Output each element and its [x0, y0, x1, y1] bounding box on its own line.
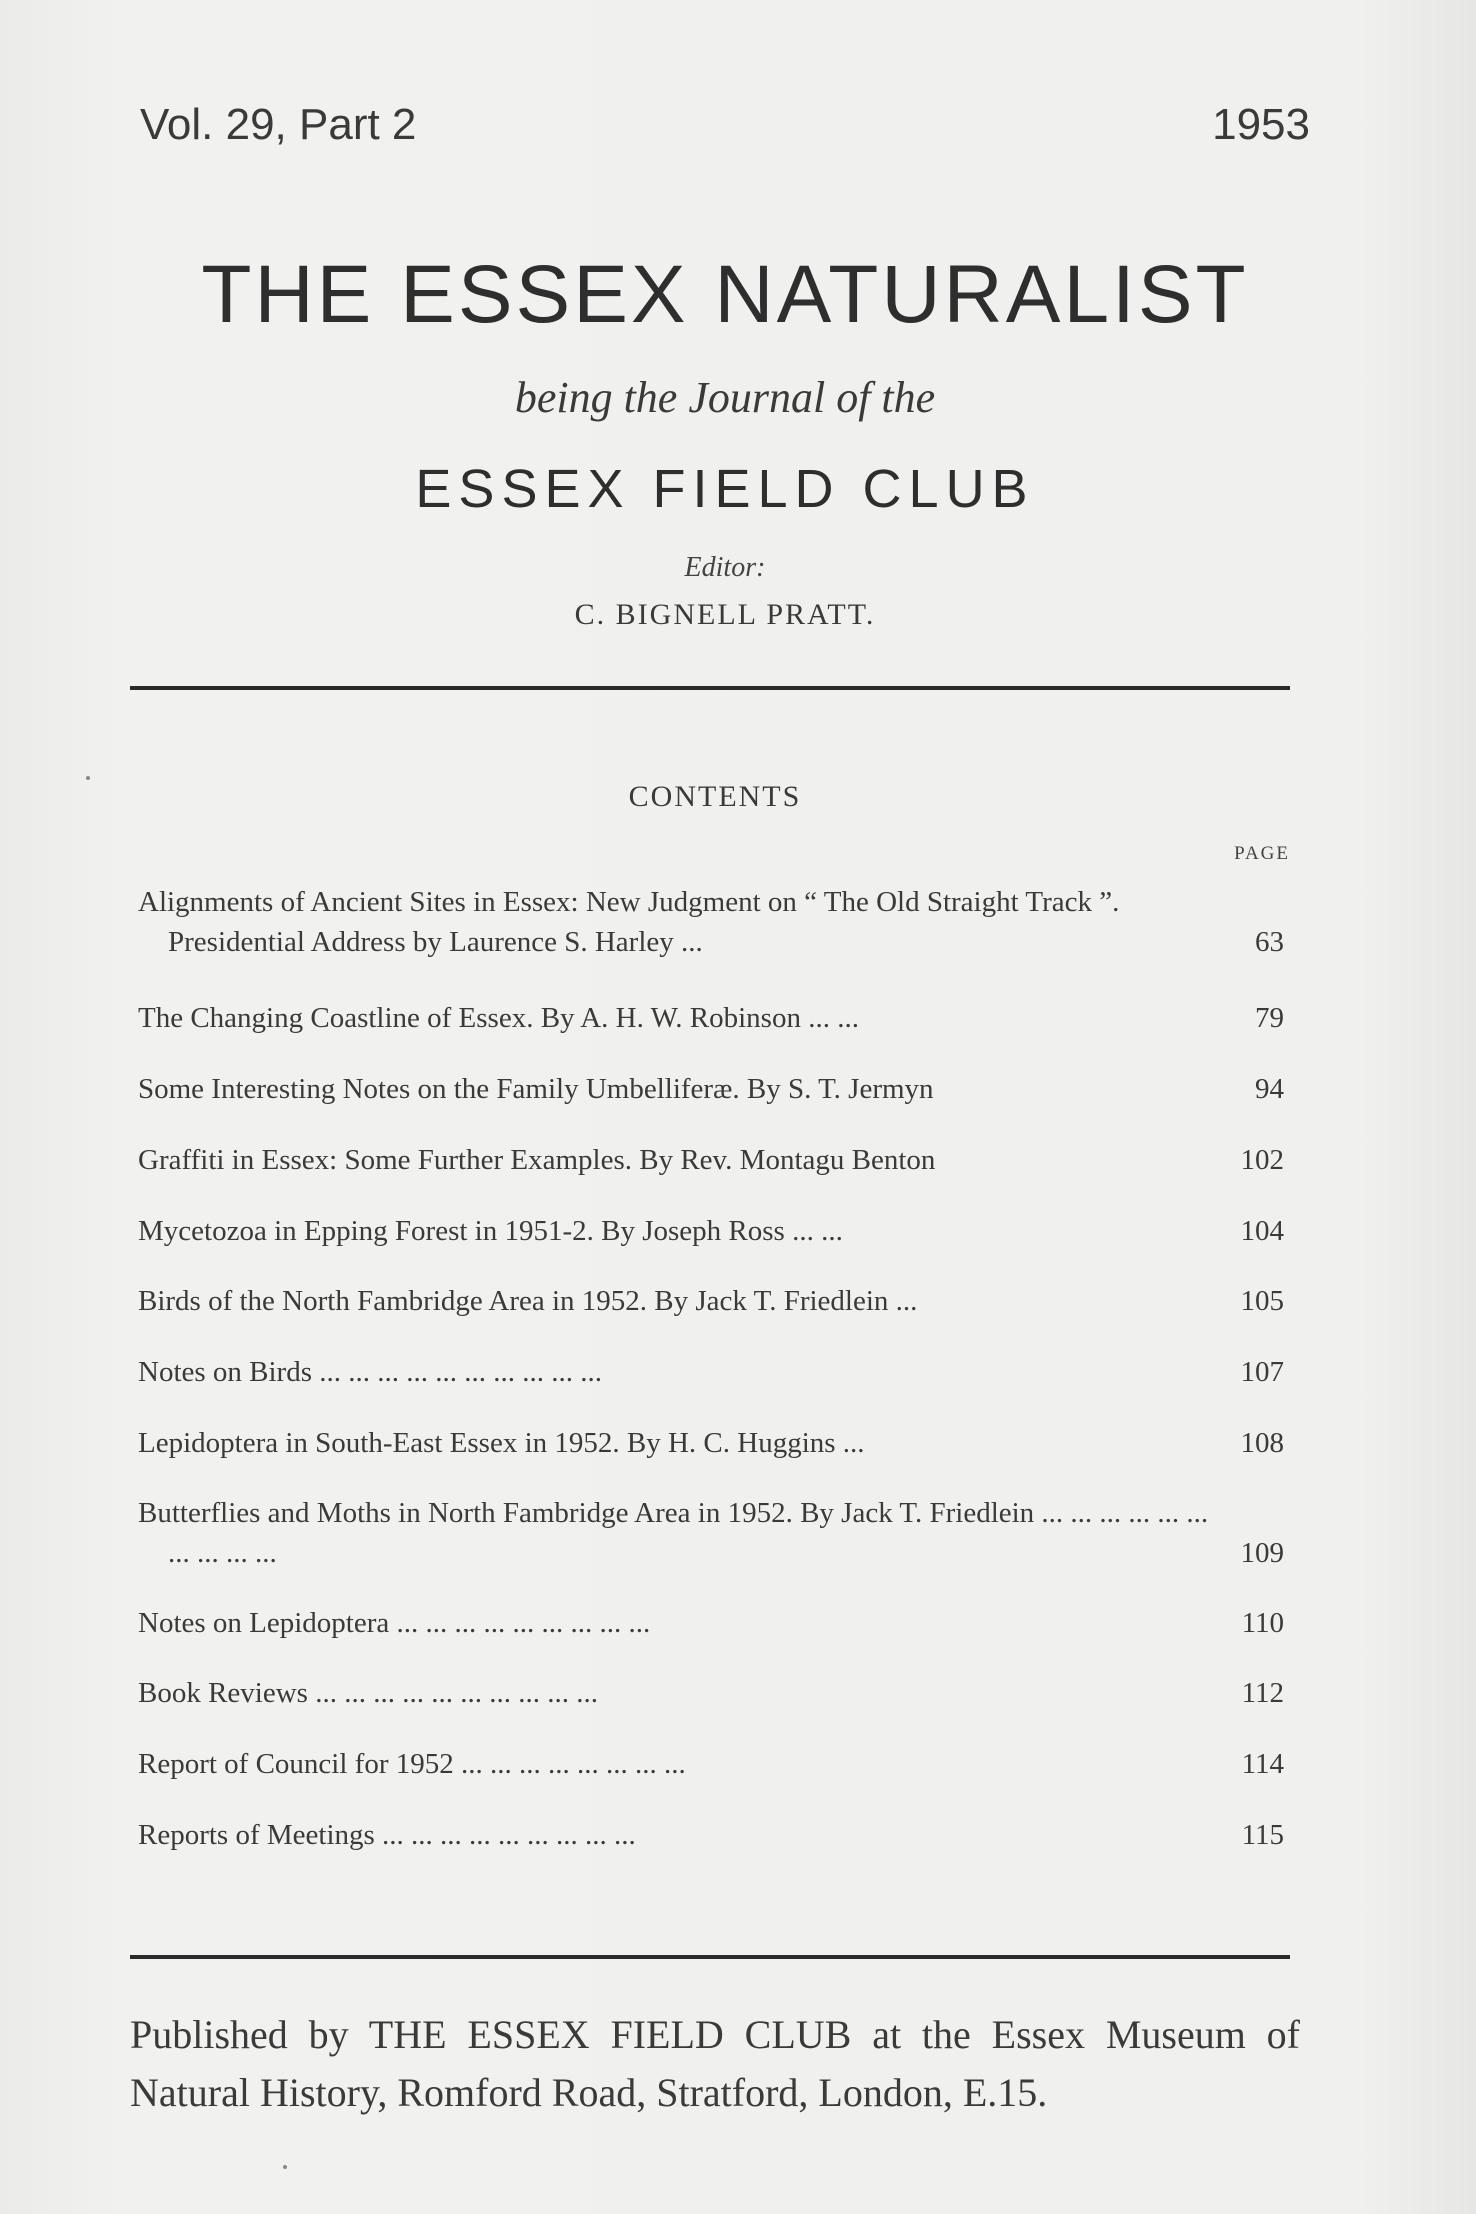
entry-title: Notes on Birds ... ... ... ... ... ... ... ... ... ...: [138, 1356, 602, 1388]
top-divider: [130, 686, 1290, 690]
entry-page: 110: [1241, 1607, 1284, 1639]
paper-speck: [283, 2165, 287, 2169]
contents-entry: [138, 1281, 1288, 1321]
entry-title: Book Reviews ... ... ... ... ... ... ... ... ... ...: [138, 1677, 598, 1709]
entry-title: Alignments of Ancient Sites in Essex: New Judgment on “ The Old Straight Track ”. Presidential Address by Laurence S. Harley ...: [138, 886, 1127, 958]
entry-page: 104: [1240, 1215, 1284, 1247]
club-name: ESSEX FIELD CLUB: [415, 459, 1035, 519]
contents-entry: [138, 1815, 1288, 1855]
entry-page: 112: [1241, 1677, 1284, 1709]
entry-page: 94: [1255, 1073, 1284, 1105]
volume-number: Vol. 29, Part 2: [140, 100, 417, 149]
entry-title: Lepidoptera in South-East Essex in 1952. By H. C. Huggins ...: [138, 1427, 865, 1459]
contents-entry: [138, 1352, 1288, 1392]
contents-entry: [138, 1423, 1288, 1463]
entry-page: 108: [1240, 1427, 1284, 1459]
entry-page: 115: [1241, 1819, 1284, 1851]
paper-speck: [86, 776, 90, 780]
contents-entry: [138, 1140, 1288, 1180]
contents-entry: [138, 1211, 1288, 1251]
entry-title: Reports of Meetings ... ... ... ... ... ... ... ... ...: [138, 1819, 636, 1851]
entry-page: 102: [1240, 1144, 1284, 1176]
page-column-heading: PAGE: [1234, 843, 1290, 864]
contents-entry: [138, 1069, 1288, 1109]
entry-page: 63: [1255, 926, 1284, 958]
contents-heading: CONTENTS: [628, 780, 802, 813]
volume-line: [140, 100, 1310, 170]
entry-title: The Changing Coastline of Essex. By A. H. W. Robinson ... ...: [138, 1002, 859, 1034]
editor-label: Editor:: [684, 552, 766, 583]
entry-page: 114: [1241, 1748, 1284, 1780]
contents-entry: [138, 1603, 1288, 1643]
publisher-statement: Published by THE ESSEX FIELD CLUB at the Essex Museum of Natural History, Romford Road, Stratford, London, E.15.: [130, 2012, 1300, 2115]
entry-title: Some Interesting Notes on the Family Umbelliferæ. By S. T. Jermyn: [138, 1073, 934, 1105]
entry-title: Birds of the North Fambridge Area in 1952. By Jack T. Friedlein ...: [138, 1285, 918, 1317]
contents-entry: [138, 998, 1288, 1038]
bottom-divider: [130, 1955, 1290, 1959]
journal-subtitle: being the Journal of the: [514, 373, 936, 422]
entry-title: Report of Council for 1952 ... ... ... ... ... ... ... ...: [138, 1748, 686, 1780]
contents-entry: [138, 1493, 1288, 1573]
entry-page: 79: [1255, 1002, 1284, 1034]
contents-entry: [138, 1673, 1288, 1713]
entry-page: 107: [1240, 1356, 1284, 1388]
contents-entry: [138, 882, 1288, 962]
journal-title: THE ESSEX NATURALIST: [201, 249, 1249, 340]
entry-page: 109: [1240, 1537, 1284, 1569]
publication-year: 1953: [1212, 100, 1310, 149]
contents-entry: [138, 1744, 1288, 1784]
entry-page: 105: [1240, 1285, 1284, 1317]
editor-name: C. BIGNELL PRATT.: [574, 598, 876, 631]
entry-title: Graffiti in Essex: Some Further Examples. By Rev. Montagu Benton: [138, 1144, 936, 1176]
entry-title: Mycetozoa in Epping Forest in 1951-2. By Joseph Ross ... ...: [138, 1215, 843, 1247]
entry-title: Butterflies and Moths in North Fambridge Area in 1952. By Jack T. Friedlein ... ... ... ... ... ... ... ... ... ...: [138, 1497, 1216, 1569]
entry-title: Notes on Lepidoptera ... ... ... ... ... ... ... ... ...: [138, 1607, 651, 1639]
